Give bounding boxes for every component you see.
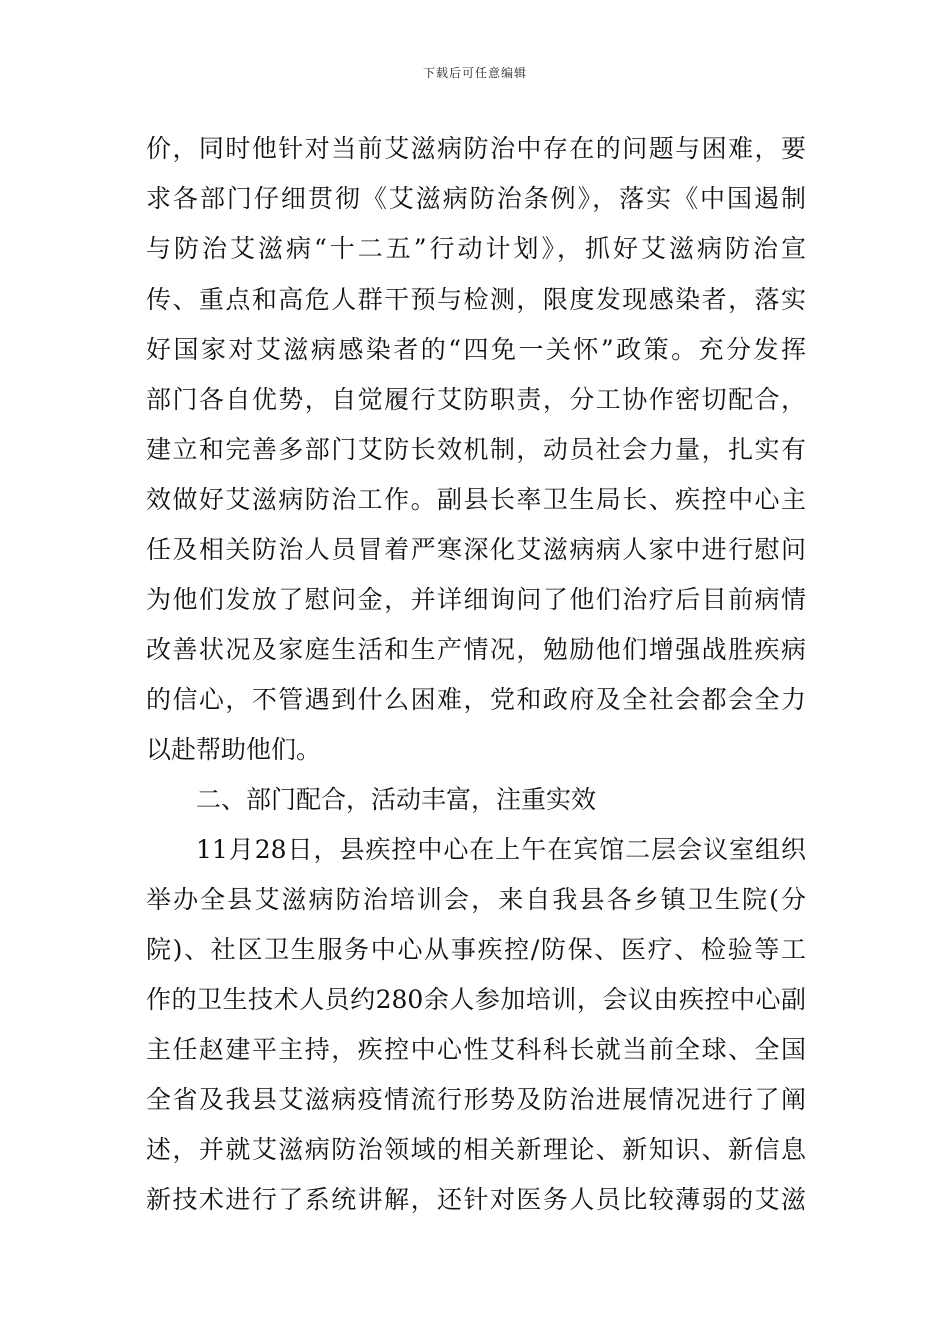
body-line: 求各部门仔细贯彻《艾滋病防治条例》，落实《中国遏制: [146, 184, 806, 213]
body-line: 效做好艾滋病防治工作。副县长率卫生局长、疾控中心主: [146, 485, 806, 514]
body-line: 作的卫生技术人员约280余人参加培训，会议由疾控中心副: [146, 985, 806, 1014]
body-line: 的信心，不管遇到什么困难，党和政府及全社会都会全力: [146, 685, 806, 714]
body-line: 与防治艾滋病“十二五”行动计划》，抓好艾滋病防治宣: [146, 234, 806, 263]
body-line: 好国家对艾滋病感染者的“四免一关怀”政策。充分发挥: [146, 335, 806, 364]
body-line: 价，同时他针对当前艾滋病防治中存在的问题与困难，要: [146, 134, 806, 163]
body-line: 以赴帮助他们。: [146, 735, 322, 764]
page-header: 下载后可任意编辑: [422, 66, 527, 80]
body-line: 院)、社区卫生服务中心从事疾控/防保、医疗、检验等工: [146, 935, 806, 964]
body-line: 新技术进行了系统讲解，还针对医务人员比较薄弱的艾滋: [146, 1185, 806, 1214]
section-heading: 二、部门配合，活动丰富，注重实效: [196, 785, 597, 814]
body-line: 部门各自优势，自觉履行艾防职责，分工协作密切配合，: [146, 385, 806, 414]
body-line: 举办全县艾滋病防治培训会，来自我县各乡镇卫生院(分: [146, 885, 806, 914]
body-line: 11月28日，县疾控中心在上午在宾馆二层会议室组织: [196, 835, 806, 864]
body-line: 述，并就艾滋病防治领域的相关新理论、新知识、新信息: [146, 1135, 806, 1164]
body-line: 主任赵建平主持，疾控中心性艾科科长就当前全球、全国: [146, 1035, 806, 1064]
body-line: 传、重点和高危人群干预与检测，限度发现感染者，落实: [146, 285, 806, 314]
body-line: 任及相关防治人员冒着严寒深化艾滋病病人家中进行慰问: [146, 535, 806, 564]
body-line: 为他们发放了慰问金，并详细询问了他们治疗后目前病情: [146, 585, 806, 614]
body-line: 全省及我县艾滋病疫情流行形势及防治进展情况进行了阐: [146, 1085, 806, 1114]
body-line: 建立和完善多部门艾防长效机制，动员社会力量，扎实有: [146, 435, 806, 464]
body-line: 改善状况及家庭生活和生产情况，勉励他们增强战胜疾病: [146, 635, 806, 664]
